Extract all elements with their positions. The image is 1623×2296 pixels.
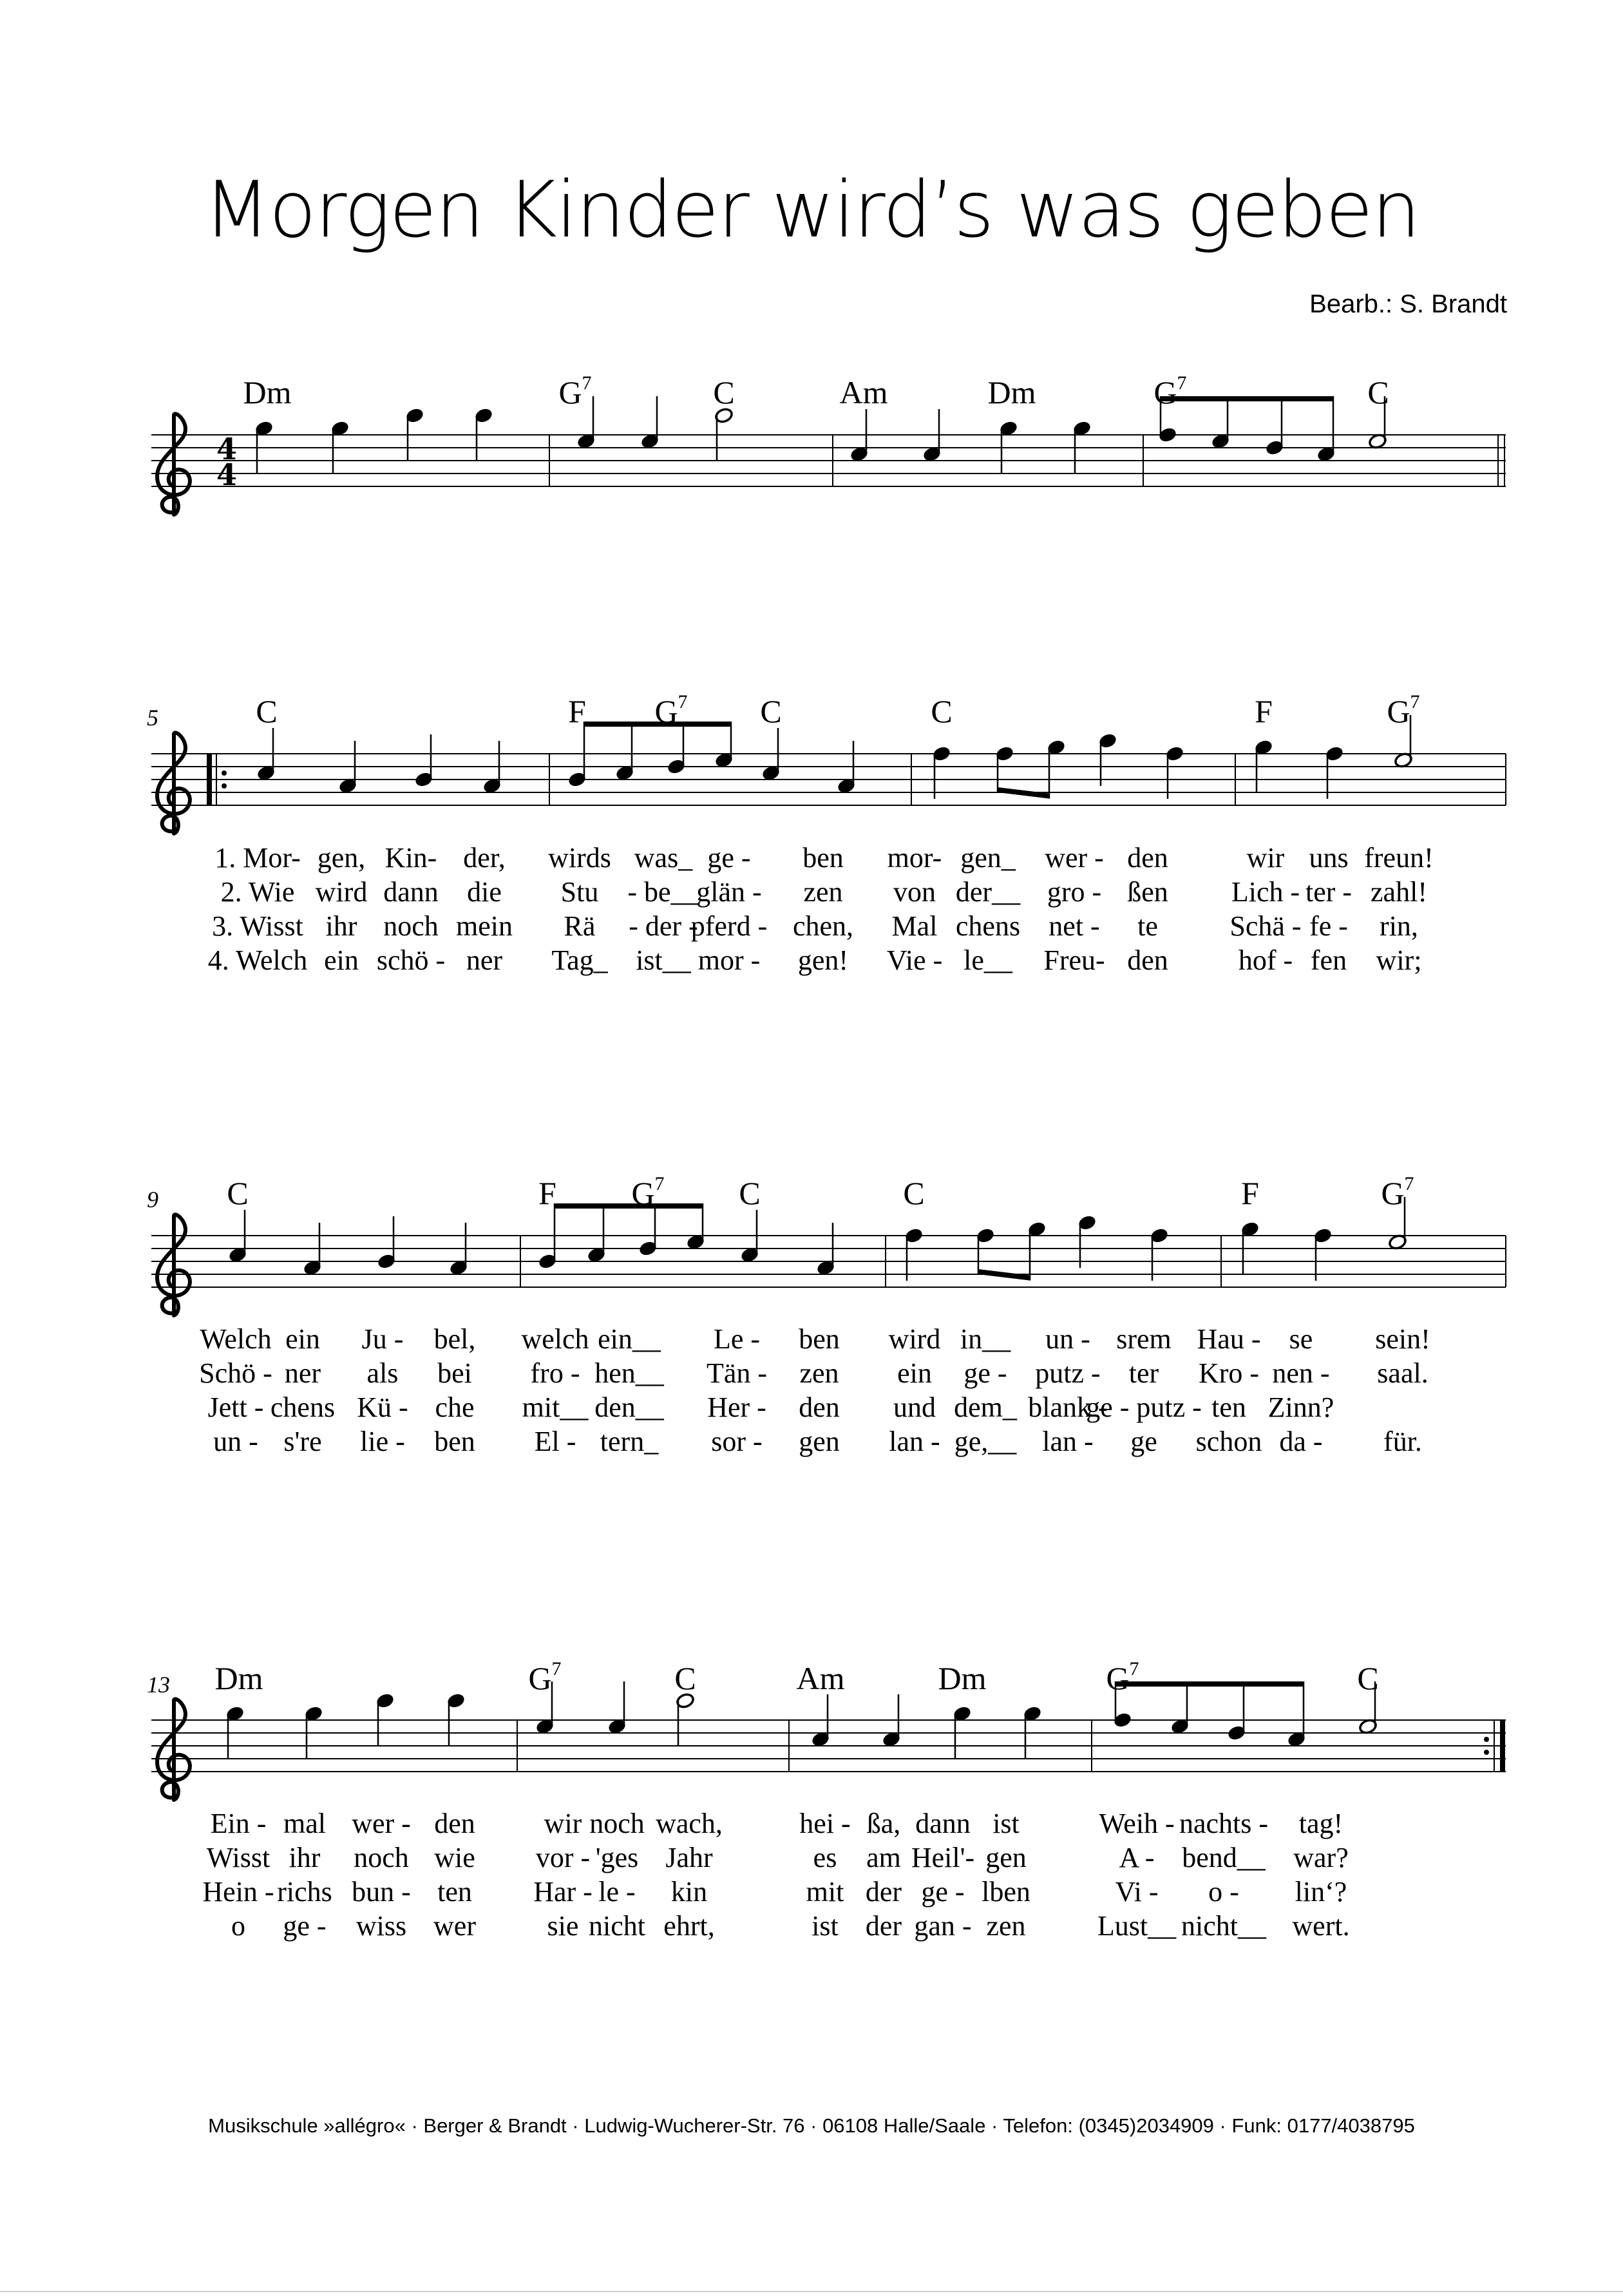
lyric-syllable: Rä	[564, 910, 596, 942]
lyric-syllable: o	[231, 1910, 245, 1942]
lyric-syllable: Zinn?	[1267, 1392, 1334, 1423]
lyric-syllable: ge,__	[954, 1426, 1017, 1457]
lyric-syllable: 2. Wie	[220, 876, 295, 908]
lyric-syllable: ner	[284, 1357, 321, 1389]
lyric-syllable: bun -	[352, 1876, 411, 1908]
lyric-syllable: lin‘?	[1295, 1876, 1347, 1908]
bottom-border	[0, 2291, 1623, 2292]
lyric-syllable: ihr	[325, 910, 357, 942]
lyric-syllable: wirds	[548, 842, 611, 874]
lyric-syllable: vor -	[535, 1842, 591, 1873]
arranger-credit: Bearb.: S. Brandt	[1309, 290, 1507, 318]
lyric-syllable: Ein -	[210, 1808, 267, 1839]
note	[953, 1705, 972, 1759]
lyric-syllable: nachts -	[1179, 1808, 1269, 1839]
lyric-syllable: nen -	[1272, 1357, 1330, 1389]
chord-root: C	[1357, 1660, 1379, 1696]
lyric-syllable: mor-	[887, 842, 942, 874]
lyric-syllable: Kro -	[1198, 1357, 1260, 1389]
lyric-syllable: der	[865, 1910, 902, 1942]
lyric-syllable: zahl!	[1371, 876, 1427, 908]
lyric-syllable: am	[866, 1842, 901, 1873]
lyric-syllable: Hau -	[1197, 1323, 1261, 1355]
lyric-syllable: Freu-	[1043, 944, 1105, 976]
lyric-syllable: Vie -	[886, 944, 943, 976]
lyric-syllable: wie	[434, 1842, 475, 1873]
lyric-syllable: nicht__	[1181, 1910, 1266, 1942]
lyric-syllable: gen,	[317, 842, 366, 874]
time-signature-bottom: 4	[216, 457, 238, 492]
chord-root: G	[1153, 374, 1177, 410]
lyric-syllable: saal.	[1377, 1357, 1428, 1389]
chord-root: F	[568, 693, 586, 729]
lyric-syllable: Vi -	[1115, 1876, 1159, 1908]
lyric-syllable: wer	[433, 1910, 476, 1942]
lyric-syllable: ben	[802, 842, 844, 874]
lyric-syllable: s're	[283, 1426, 322, 1457]
lyric-syllable: chen,	[792, 910, 854, 942]
lyric-syllable: fen	[1310, 944, 1347, 976]
lyric-syllable: dann	[915, 1808, 971, 1839]
chord-root: C	[713, 374, 735, 410]
lyric-syllable: zen	[799, 1357, 839, 1389]
lyric-syllable: ein	[285, 1323, 320, 1355]
lyric-syllable: die	[467, 876, 502, 908]
lyric-syllable: mal	[283, 1808, 326, 1839]
lyric-syllable: putz -	[1035, 1357, 1101, 1389]
lyric-syllable: 'ges	[595, 1842, 639, 1873]
lyric-syllable: mit__	[522, 1392, 589, 1423]
lyric-syllable: Mal	[891, 910, 938, 942]
repeat-dot	[1484, 1737, 1489, 1742]
lyric-syllable: fe -	[1309, 910, 1348, 942]
lyric-syllable: net -	[1049, 910, 1100, 942]
lyric-syllable: noch	[354, 1842, 409, 1873]
lyric-syllable: und	[893, 1392, 936, 1423]
lyric-syllable: Lust__	[1097, 1910, 1177, 1942]
lyric-syllable: wird	[315, 876, 368, 908]
chord-extension: 7	[1177, 372, 1187, 394]
lyric-syllable: lan -	[889, 1426, 940, 1457]
note	[882, 1694, 901, 1748]
note	[1287, 1681, 1306, 1748]
note	[1023, 1705, 1042, 1759]
lyric-syllable: gen	[985, 1842, 1027, 1873]
note	[304, 1705, 323, 1759]
lyric-syllable: bel,	[433, 1323, 476, 1355]
lyric-syllable: den__	[594, 1392, 664, 1423]
lyric-syllable: Schö -	[199, 1357, 272, 1389]
chord-extension: 7	[1129, 1658, 1139, 1679]
page-footer: Musikschule »allégro« · Berger & Brandt · Ludwig-Wucherer-Str. 76 · 06108 Halle/Saale · Telefon: (0345)2034909 · Funk: 0177/4038795	[208, 2114, 1415, 2137]
lyric-syllable: 1. Mor-	[214, 842, 301, 874]
lyric-syllable: Wisst	[206, 1842, 270, 1873]
chord-root: Dm	[243, 374, 292, 410]
lyric-syllable: ist	[812, 1910, 839, 1942]
lyric-syllable: für.	[1383, 1426, 1422, 1457]
treble-clef-icon	[157, 1699, 190, 1800]
lyric-syllable: ge - putz -	[1086, 1392, 1202, 1423]
chord-root: C	[227, 1175, 249, 1211]
lyric-syllable: Kin-	[384, 842, 437, 874]
chord-root: G	[558, 374, 582, 410]
note	[1170, 1681, 1190, 1735]
lyric-syllable: Jett -	[207, 1392, 264, 1423]
lyric-syllable: srem	[1116, 1323, 1172, 1355]
lyric-syllable: ßen	[1127, 876, 1168, 908]
lyric-syllable: Weih -	[1099, 1808, 1175, 1839]
lyric-syllable: wach,	[656, 1808, 723, 1839]
lyric-syllable: gen	[799, 1426, 840, 1457]
lyric-syllable: mit	[806, 1876, 844, 1908]
lyric-syllable: blank -	[1028, 1392, 1108, 1423]
lyric-syllable: Le -	[713, 1323, 761, 1355]
chord-symbol	[797, 1660, 845, 1697]
lyric-syllable: der__	[955, 876, 1021, 908]
lyric-syllable: noch	[383, 910, 439, 942]
lyric-syllable: ein__	[598, 1323, 661, 1355]
chord-extension: 7	[678, 691, 688, 713]
chord-extension: 7	[654, 1173, 665, 1194]
chord-root: G	[1106, 1660, 1130, 1696]
lyric-syllable: Jahr	[665, 1842, 713, 1873]
lyric-verse-1	[0, 1807, 1623, 1846]
lyric-syllable: schö -	[376, 944, 446, 976]
lyric-syllable: glän -	[696, 876, 762, 908]
lyric-syllable: ist	[992, 1808, 1020, 1839]
lyric-syllable: Ju -	[361, 1323, 404, 1355]
lyric-syllable: wer -	[1045, 842, 1104, 874]
chord-symbol	[674, 1660, 696, 1697]
chord-symbol	[215, 1660, 263, 1697]
lyric-syllable: - be__	[627, 876, 699, 908]
chord-extension: 7	[1404, 1173, 1414, 1194]
lyric-syllable: wird	[888, 1323, 941, 1355]
lyric-syllable: Tag_	[551, 944, 608, 976]
lyric-syllable: pferd -	[690, 910, 768, 942]
lyric-syllable: ein	[324, 944, 359, 976]
lyric-syllable: tern_	[600, 1426, 659, 1457]
lyric-verse-3	[0, 1875, 1623, 1914]
lyric-syllable: war?	[1293, 1842, 1349, 1873]
lyric-syllable: ist__	[636, 944, 691, 976]
chord-root: C	[931, 693, 953, 729]
lyric-syllable: gro -	[1047, 876, 1102, 908]
lyric-syllable: nicht	[589, 1910, 645, 1942]
lyric-syllable: dem_	[954, 1392, 1017, 1423]
chord-extension: 7	[551, 1658, 562, 1679]
chord-root: G	[1381, 1175, 1405, 1211]
chord-root: Am	[839, 374, 888, 410]
lyric-syllable: zen	[986, 1910, 1026, 1942]
lyric-syllable: noch	[589, 1808, 645, 1839]
lyric-syllable: gen!	[797, 944, 849, 976]
lyric-syllable: hei -	[799, 1808, 851, 1839]
lyric-syllable: von	[893, 876, 936, 908]
chord-root: Dm	[938, 1660, 987, 1696]
lyric-syllable: le -	[598, 1876, 636, 1908]
lyric-syllable: - der -	[629, 910, 698, 942]
lyric-syllable: schon	[1195, 1426, 1262, 1457]
note	[676, 1692, 695, 1746]
lyric-syllable: ein	[897, 1357, 932, 1389]
lyric-syllable: den	[1127, 842, 1168, 874]
lyric-syllable: ter -	[1305, 876, 1352, 908]
note	[446, 1692, 466, 1746]
measure-number: 5	[147, 705, 158, 731]
note	[1227, 1681, 1246, 1741]
lyric-syllable: wir;	[1376, 944, 1422, 976]
lyric-syllable: lan -	[1042, 1426, 1094, 1457]
lyric-syllable: da -	[1279, 1426, 1323, 1457]
chord-extension: 7	[1410, 691, 1420, 713]
measure-number: 9	[147, 1187, 158, 1212]
lyric-syllable: ehrt,	[663, 1910, 715, 1942]
lyric-syllable: ge -	[921, 1876, 965, 1908]
lyric-syllable: mor -	[698, 944, 761, 976]
chord-root: G	[631, 1175, 655, 1211]
chord-root: C	[256, 693, 278, 729]
lyric-syllable: ner	[466, 944, 503, 976]
chord-symbol	[1357, 1660, 1378, 1697]
lyric-syllable: ihr	[289, 1842, 321, 1873]
lyric-syllable: te	[1137, 910, 1158, 942]
lyric-syllable: chens	[270, 1392, 336, 1423]
lyric-syllable: kin	[670, 1876, 708, 1908]
chord-root: C	[739, 1175, 761, 1211]
lyric-syllable: der	[865, 1876, 902, 1908]
lyric-syllable: wiss	[356, 1910, 407, 1942]
lyric-syllable: es	[813, 1842, 837, 1873]
lyric-syllable: o -	[1208, 1876, 1239, 1908]
lyric-syllable: un -	[1045, 1323, 1090, 1355]
lyric-syllable: Stu	[560, 876, 599, 908]
chord-symbol	[528, 1660, 561, 1697]
lyric-syllable: ter	[1128, 1357, 1159, 1389]
lyric-syllable: den	[1127, 944, 1168, 976]
lyric-syllable: Hein -	[202, 1876, 274, 1908]
lyric-syllable: le__	[963, 944, 1012, 976]
chord-root: C	[1367, 374, 1389, 410]
lyric-syllable: richs	[277, 1876, 332, 1908]
lyric-syllable: dann	[383, 876, 439, 908]
lyric-syllable: ben	[434, 1426, 475, 1457]
measure-number: 13	[147, 1672, 170, 1698]
lyric-syllable: mein	[456, 910, 513, 942]
lyric-syllable: rin,	[1380, 910, 1418, 942]
note	[375, 1692, 395, 1746]
lyric-syllable: sor -	[711, 1426, 763, 1457]
chord-root: Dm	[987, 374, 1036, 410]
chord-symbol	[1106, 1660, 1139, 1697]
lyric-syllable: Her -	[707, 1392, 766, 1423]
lyric-syllable: wert.	[1292, 1910, 1350, 1942]
lyric-syllable: wer -	[352, 1808, 411, 1839]
lyric-syllable: Schä -	[1229, 910, 1302, 942]
note	[811, 1694, 830, 1748]
chord-root: C	[760, 693, 782, 729]
lyric-syllable: ge	[1130, 1426, 1157, 1457]
lyric-syllable: sein!	[1375, 1323, 1430, 1355]
lyric-syllable: ge -	[963, 1357, 1007, 1389]
note	[607, 1681, 627, 1735]
lyric-syllable: uns	[1309, 842, 1349, 874]
lyric-syllable: ge -	[283, 1910, 327, 1942]
lyric-syllable: Kü -	[357, 1392, 408, 1423]
lyric-syllable: 3. Wisst	[212, 910, 303, 942]
lyric-syllable: sie	[547, 1910, 579, 1942]
chord-root: F	[1241, 1175, 1259, 1211]
lyric-syllable: ten	[1211, 1392, 1246, 1423]
chord-symbol	[938, 1660, 987, 1697]
lyric-syllable: den	[434, 1808, 475, 1839]
lyric-syllable: wir	[544, 1808, 582, 1839]
lyric-syllable: bei	[437, 1357, 472, 1389]
lyric-syllable: chens	[955, 910, 1021, 942]
lyric-syllable: wir	[1246, 842, 1285, 874]
lyric-syllable: welch	[521, 1323, 589, 1355]
lyric-syllable: den	[799, 1392, 840, 1423]
lyric-syllable: hen__	[594, 1357, 664, 1389]
note	[225, 1705, 245, 1759]
chord-root: G	[1387, 693, 1410, 729]
lyric-syllable: A -	[1119, 1842, 1155, 1873]
chord-root: Am	[796, 1660, 845, 1696]
lyric-syllable: Heil'-	[911, 1842, 975, 1873]
chord-root: G	[528, 1660, 552, 1696]
lyric-syllable: ten	[437, 1876, 472, 1908]
lyric-syllable: un -	[213, 1426, 258, 1457]
lyric-verse-2	[0, 1841, 1623, 1880]
lyric-syllable: ßa,	[866, 1808, 901, 1839]
lyric-syllable: gen_	[960, 842, 1016, 874]
lyric-syllable: Tän -	[706, 1357, 768, 1389]
lyric-syllable: ge -	[707, 842, 751, 874]
lyric-syllable: hof -	[1238, 944, 1293, 976]
beam	[1115, 1681, 1304, 1687]
lyric-syllable: fro -	[530, 1357, 580, 1389]
repeat-dot	[1484, 1750, 1489, 1755]
lyric-syllable: che	[435, 1392, 475, 1423]
lyric-verse-4	[0, 1909, 1623, 1948]
lyric-syllable: lie -	[360, 1426, 405, 1457]
lyric-syllable: 4. Welch	[207, 944, 308, 976]
lyric-syllable: se	[1289, 1323, 1313, 1355]
lyric-syllable: freun!	[1364, 842, 1434, 874]
lyric-syllable: bend__	[1182, 1842, 1266, 1873]
lyric-syllable: ben	[799, 1323, 840, 1355]
lyric-syllable: Welch	[200, 1323, 272, 1355]
lyric-syllable: gan -	[914, 1910, 972, 1942]
chord-root: F	[538, 1175, 556, 1211]
song-title: Morgen Kinder wird’s was geben	[204, 166, 1419, 255]
lyric-syllable: als	[366, 1357, 399, 1389]
chord-root: C	[674, 1660, 696, 1696]
lyric-syllable: lben	[982, 1876, 1030, 1908]
time-signature-top: 4	[216, 432, 238, 466]
chord-root: Dm	[214, 1660, 263, 1696]
chord-root: G	[654, 693, 678, 729]
lyric-syllable: Har -	[533, 1876, 593, 1908]
chord-root: C	[903, 1175, 925, 1211]
lyric-syllable: Lich -	[1231, 876, 1300, 908]
lyric-syllable: tag!	[1298, 1808, 1343, 1839]
lyric-syllable: der,	[463, 842, 506, 874]
lyric-syllable: was_	[634, 842, 693, 874]
chord-extension: 7	[582, 372, 592, 394]
chord-root: F	[1255, 693, 1273, 729]
lyric-syllable: in__	[960, 1323, 1011, 1355]
lyric-syllable: zen	[803, 876, 843, 908]
lyric-syllable: El -	[534, 1426, 576, 1457]
